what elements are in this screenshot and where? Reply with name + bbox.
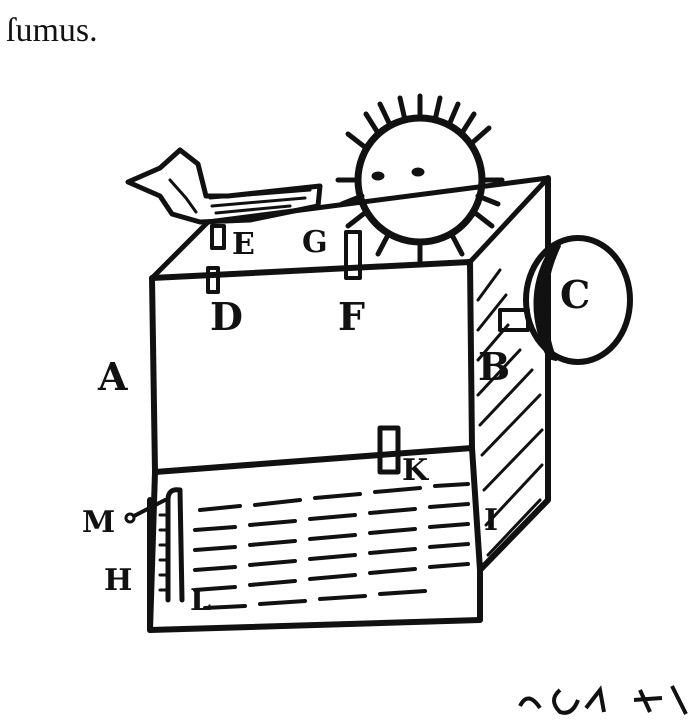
label-G: G [302,225,328,260]
label-I: I [484,503,499,538]
rod-E [212,226,224,248]
siphon-tube [168,490,182,600]
wheel-hole-left [372,172,384,180]
box-front-face [152,262,472,472]
valve-K [380,428,398,472]
label-H: H [104,563,133,598]
axle-B [500,310,528,330]
label-M: M [82,505,116,540]
bottom-text-fragment [520,686,686,714]
label-F: F [338,294,365,339]
label-C: C [560,272,591,317]
label-A: A [98,354,128,399]
water-lines [195,484,468,608]
caption-text: ſumus. [6,12,98,49]
label-L: L [190,583,212,618]
wheel-hole-right [412,168,424,176]
label-B: B [478,344,511,389]
label-K: K [402,453,429,488]
rod-D [208,268,218,292]
bird-wing-lines [170,180,310,213]
label-E: E [232,227,255,262]
label-D: D [210,294,243,339]
